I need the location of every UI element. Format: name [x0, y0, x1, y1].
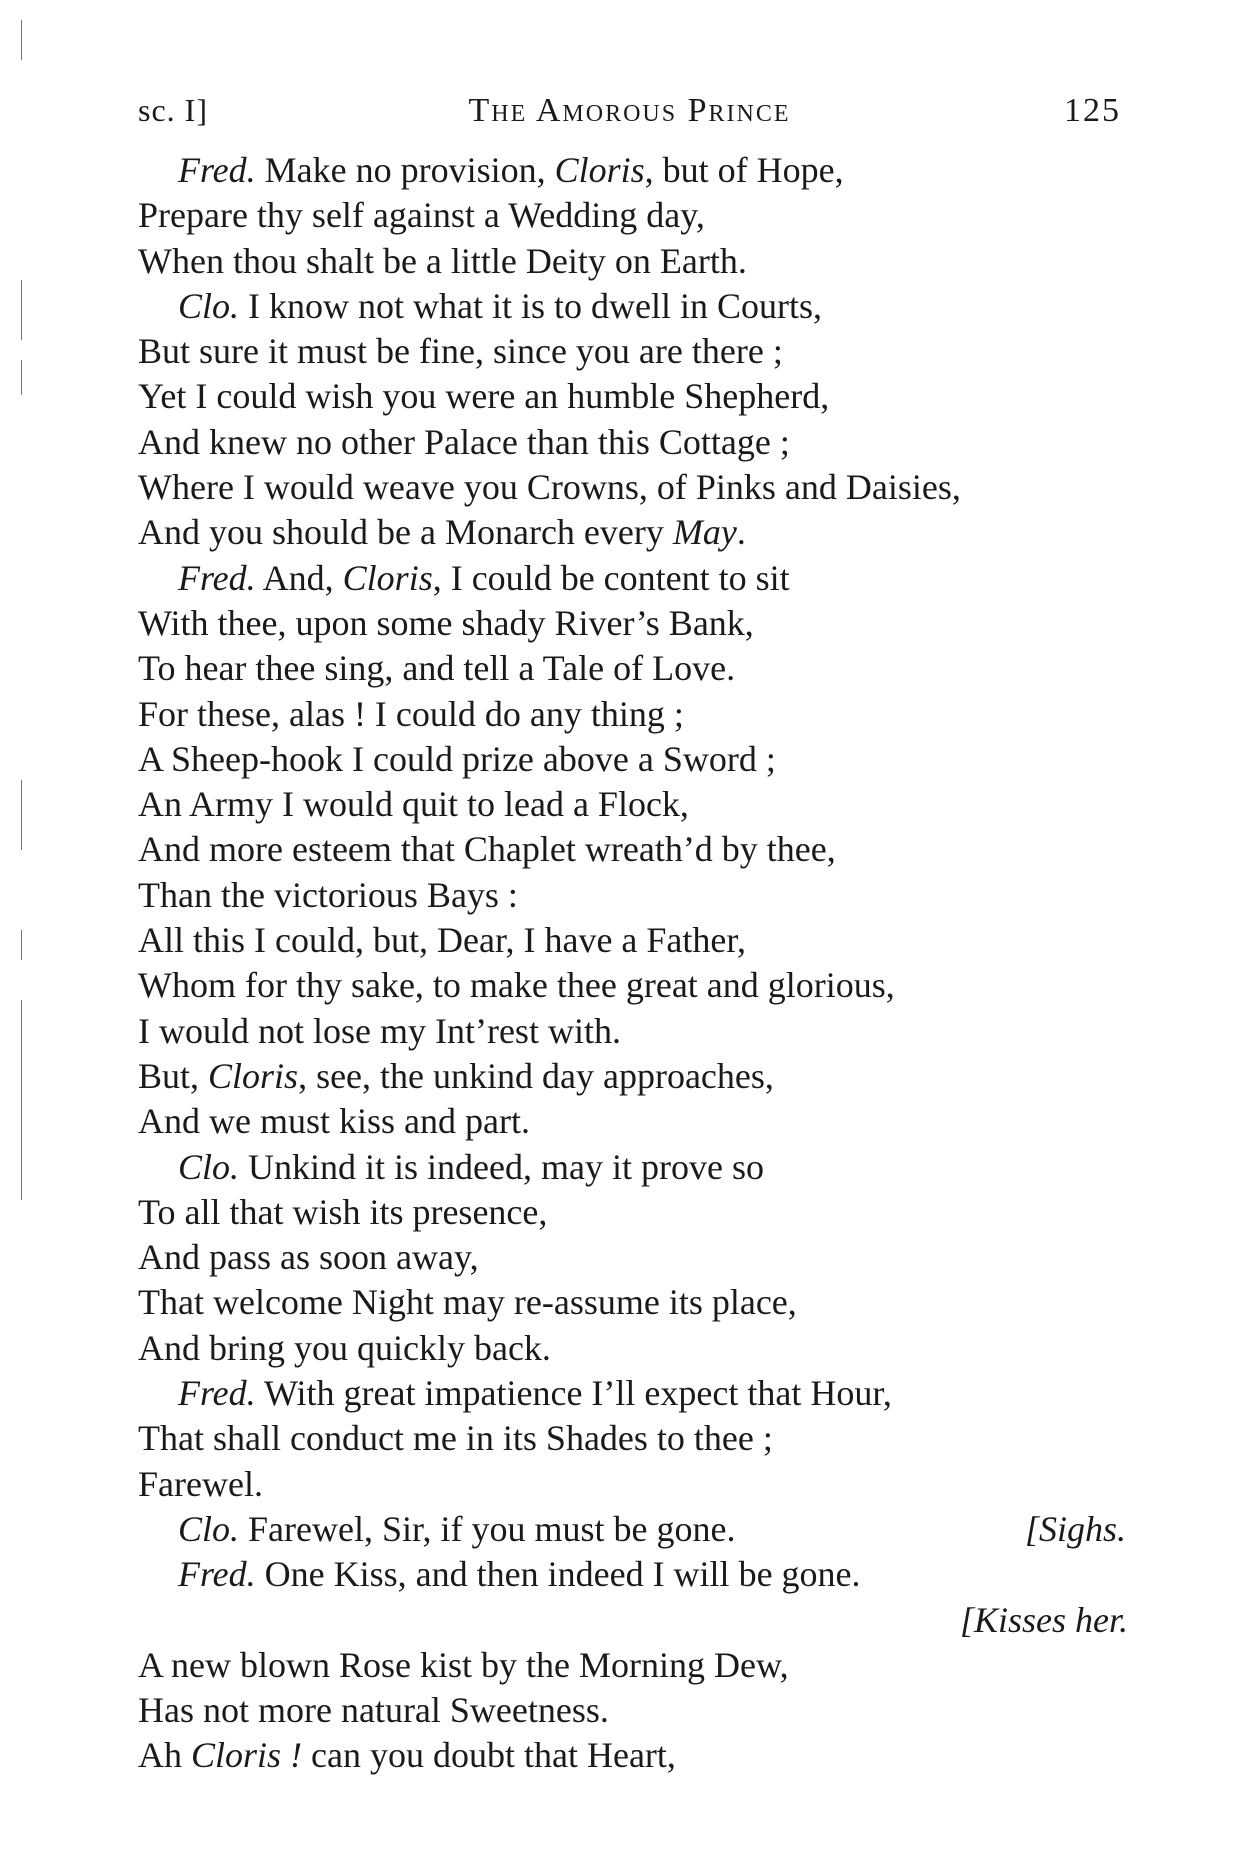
verse-line	[138, 1099, 1128, 1144]
line-text: .	[736, 512, 746, 553]
italic-text: May	[672, 512, 737, 553]
line-text: Ah	[138, 1735, 191, 1776]
line-text: One Kiss, and then indeed I will be gone.	[255, 1554, 861, 1595]
verse-line	[138, 420, 1128, 465]
verse-line	[138, 918, 1128, 963]
line-text: And,	[255, 557, 343, 598]
line-text: And we must kiss and part.	[138, 1101, 530, 1142]
line-text: Whom for thy sake, to make thee great and glorious,	[138, 965, 895, 1006]
speaker-name: Clo.	[178, 285, 240, 326]
line-text: Has not more natural Sweetness.	[138, 1690, 609, 1731]
line-text: That shall conduct me in its Shades to thee ;	[138, 1418, 773, 1459]
line-text: An Army I would quit to lead a Flock,	[138, 784, 689, 825]
line-text: For these, alas ! I could do any thing ;	[138, 693, 684, 734]
line-text: But,	[138, 1055, 209, 1096]
line-text: But sure it must be fine, since you are there ;	[138, 331, 783, 372]
line-text: And bring you quickly back.	[138, 1327, 551, 1368]
line-text: To hear thee sing, and tell a Tale of Love.	[138, 648, 736, 689]
line-text: And more esteem that Chaplet wreath’d by thee,	[138, 829, 836, 870]
verse-line	[138, 1009, 1128, 1054]
line-text: Prepare thy self against a Wedding day,	[138, 195, 705, 236]
line-text: Than the victorious Bays :	[138, 874, 518, 915]
verse-line	[138, 193, 1128, 238]
speaker-name: Fred.	[178, 557, 256, 598]
play-text	[138, 148, 1128, 1779]
stage-direction: [Sighs.	[1024, 1508, 1126, 1549]
italic-text: Cloris	[342, 557, 433, 598]
line-text: When thou shalt be a little Deity on Earth.	[138, 240, 747, 281]
verse-line	[138, 1190, 1128, 1235]
line-text: With thee, upon some shady River’s Bank,	[138, 602, 754, 643]
line-text: , I could be content to sit	[432, 557, 790, 598]
verse-line	[138, 1462, 1128, 1507]
verse-line	[138, 1552, 1128, 1597]
verse-line	[138, 1643, 1128, 1688]
verse-line	[138, 510, 1128, 555]
italic-text: Cloris	[554, 150, 645, 190]
line-text: Farewel.	[138, 1463, 263, 1504]
italic-text: Cloris	[208, 1055, 299, 1096]
verse-line	[138, 1280, 1128, 1325]
verse-line	[138, 1235, 1128, 1280]
line-text: I would not lose my Int’rest with.	[138, 1010, 621, 1051]
line-text: All this I could, but, Dear, I have a Father,	[138, 920, 746, 961]
verse-line	[138, 601, 1128, 646]
running-title: The Amorous Prince	[468, 92, 791, 129]
speaker-name: Clo.	[178, 1146, 240, 1187]
verse-line	[138, 1688, 1128, 1733]
line-text: Make no provision,	[255, 150, 555, 190]
verse-line	[138, 1371, 1128, 1416]
page-number: 125	[1064, 92, 1121, 129]
line-text: That welcome Night may re-assume its place,	[138, 1282, 797, 1323]
line-text: And pass as soon away,	[138, 1237, 479, 1278]
line-text: Unkind it is indeed, may it prove so	[239, 1146, 764, 1187]
verse-line	[138, 1054, 1128, 1099]
verse-line	[138, 284, 1128, 329]
line-text: To all that wish its presence,	[138, 1191, 548, 1232]
verse-line	[138, 692, 1128, 737]
line-text: A Sheep-hook I could prize above a Sword ;	[138, 738, 776, 779]
verse-line	[138, 782, 1128, 827]
line-text: can you doubt that Heart,	[302, 1735, 676, 1776]
verse-line	[138, 737, 1128, 782]
verse-line	[138, 148, 1128, 193]
verse-line	[138, 1416, 1128, 1461]
line-text: , see, the unkind day approaches,	[298, 1055, 774, 1096]
line-text: And you should be a Monarch every	[138, 512, 673, 553]
verse-line	[138, 465, 1128, 510]
speaker-name: Clo.	[178, 1508, 240, 1549]
running-header	[138, 92, 1121, 142]
speaker-name: Fred.	[178, 1373, 256, 1414]
scene-reference: sc. I]	[138, 92, 208, 128]
verse-line	[138, 1145, 1128, 1190]
margin-scan-marks	[18, 0, 26, 1876]
line-text: And knew no other Palace than this Cottage ;	[138, 421, 790, 462]
verse-line	[138, 374, 1128, 419]
verse-line	[138, 239, 1128, 284]
stage-direction: [Kisses her.	[959, 1599, 1128, 1640]
italic-text: Cloris !	[191, 1735, 303, 1776]
verse-line	[138, 329, 1128, 374]
verse-line	[138, 963, 1128, 1008]
line-text: , but of Hope,	[644, 150, 844, 190]
line-text: Yet I could wish you were an humble Shepherd,	[138, 376, 830, 417]
verse-line	[138, 646, 1128, 691]
line-text: With great impatience I’ll expect that Hour,	[255, 1373, 892, 1414]
verse-line	[138, 827, 1128, 872]
line-text: I know not what it is to dwell in Courts,	[239, 285, 822, 326]
line-text: A new blown Rose kist by the Morning Dew,	[138, 1644, 789, 1685]
speaker-name: Fred.	[178, 150, 256, 190]
line-text: Farewel, Sir, if you must be gone.	[239, 1508, 736, 1549]
verse-line	[138, 1326, 1128, 1371]
verse-line	[138, 1733, 1128, 1778]
verse-line	[138, 556, 1128, 601]
verse-line	[138, 1507, 1128, 1552]
line-text: Where I would weave you Crowns, of Pinks and Daisies,	[138, 467, 961, 508]
speaker-name: Fred.	[178, 1554, 256, 1595]
verse-line	[138, 873, 1128, 918]
